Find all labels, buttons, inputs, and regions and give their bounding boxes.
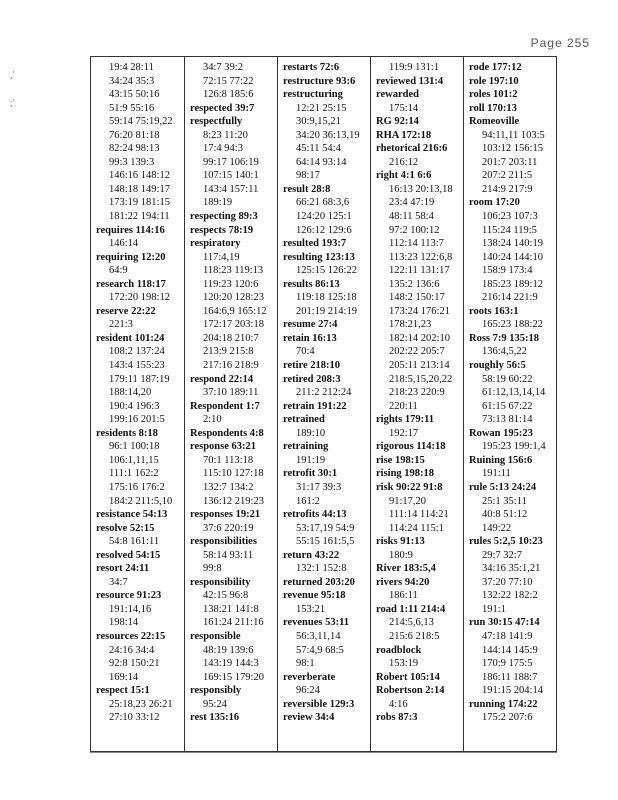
index-locator: 58:19 60:22 [482,373,533,385]
index-locator: 118:23 119:13 [203,265,264,277]
index-entry: rise 198:15 [376,454,425,466]
index-locator: 92:8 150:21 [109,658,160,670]
index-locator: 148:18 149:17 [109,183,170,195]
index-entry: retain 16:13 [283,332,337,344]
index-entry: resort 24:11 [96,563,150,575]
index-locator: 106:1,11,15 [109,454,159,466]
index-locator: 198:14 [109,617,139,629]
index-locator: 191:19 [296,454,326,466]
index-locator: 190:4 196:3 [109,400,160,412]
index-locator: 136:12 219:23 [203,495,264,507]
index-locator: 126:8 185:6 [203,89,254,101]
index-locator: 2:10 [203,414,222,426]
index-locator: 99:3 139:3 [109,156,155,168]
index-locator: 96:1 100:18 [109,441,160,453]
index-locator: 213:9 215:8 [203,346,254,358]
index-locator: 153:21 [296,603,326,615]
index-locator: 113:23 122:6,8 [389,251,453,263]
index-locator: 29:7 32:7 [482,549,522,561]
index-locator: 37:6 220:19 [203,522,254,534]
index-locator: 189:19 [203,197,233,209]
index-entry: roadblock [376,644,422,656]
index-locator: 37:10 189:11 [203,387,259,399]
index-locator: 172:20 198:12 [109,292,170,304]
index-locator: 169:15 179:20 [203,671,264,683]
index-locator: 153:19 [389,658,419,670]
index-locator: 148:2 150:17 [389,292,445,304]
index-locator: 98:17 [296,170,320,182]
index-locator: 188:14,20 [109,387,152,399]
index-entry: resolved 54:15 [96,549,161,561]
index-locator: 178:21,23 [389,319,432,331]
index-locator: 214:5,6,13 [389,617,434,629]
index-entry: retrofit 30:1 [283,468,338,480]
index-locator: 161:24 211:16 [203,617,264,629]
index-locator: 111:1 162:2 [109,468,159,480]
index-locator: 54:8 161:11 [109,536,160,548]
index-entry: return 43:22 [283,549,340,561]
index-locator: 99:17 106:19 [203,156,259,168]
index-locator: 66:21 68:3,6 [296,197,350,209]
index-entry: roll 170:13 [469,102,517,114]
index-entry: roughly 56:5 [469,360,526,372]
index-locator: 214:9 217:9 [482,183,533,195]
index-locator: 140:24 144:10 [482,251,543,263]
index-entry: respected 39:7 [190,102,255,114]
index-locator: 4:16 [389,698,408,710]
index-entry: respectfully [190,116,243,128]
index-locator: 96:24 [296,685,320,697]
index-locator: 175:16 176:2 [109,481,165,493]
index-locator: 95:24 [203,698,227,710]
index-locator: 70:4 [296,346,315,358]
index-column-2 [184,57,278,751]
index-locator: 192:17 [389,427,419,439]
index-locator: 122:11 131:17 [389,265,450,277]
index-entry: restructure 93:6 [283,75,356,87]
index-entry: right 4:1 6:6 [376,170,432,182]
index-locator: 103:12 156:15 [482,143,543,155]
index-entry: running 174:22 [469,698,538,710]
index-locator: 70:1 113:18 [203,454,254,466]
index-locator: 73:13 81:14 [482,414,533,426]
index-locator: 216:14 221:9 [482,292,538,304]
index-locator: 107:15 140:1 [203,170,259,182]
index-entry: roles 101:2 [469,89,518,101]
index-locator: 98:1 [296,658,315,670]
index-locator: 172:17 203:18 [203,319,264,331]
index-locator: 217:16 218:9 [203,360,259,372]
index-entry: RG 92:14 [376,116,419,128]
index-entry: Ross 7:9 135:18 [469,332,539,344]
index-locator: 132:7 134:2 [203,481,254,493]
index-locator: 94:11,11 103:5 [482,129,545,141]
index-locator: 138:24 140:19 [482,238,543,250]
index-locator: 61:12,13,14,14 [482,387,546,399]
index-locator: 186:11 188:7 [482,671,538,683]
index-locator: 115:10 127:18 [203,468,264,480]
index-locator: 182:14 202:10 [389,332,450,344]
index-entry: resolve 52:15 [96,522,155,534]
index-locator: 27:10 33:12 [109,712,160,724]
index-locator: 191:11 [482,468,511,480]
index-entry: responses 19:21 [190,509,261,521]
index-locator: 59:14 75:19,22 [109,116,173,128]
index-column-5 [463,57,557,751]
index-entry: rising 198:18 [376,468,435,480]
index-locator: 205:11 213:14 [389,360,450,372]
index-entry: road 1:11 214:4 [376,603,446,615]
index-entry: rivers 94:20 [376,576,430,588]
index-locator: 221:3 [109,319,133,331]
index-locator: 195:23 199:1,4 [482,441,546,453]
index-entry: restarts 72:6 [283,62,340,73]
index-entry: resulting 123:13 [283,251,355,263]
index-locator: 57:4,9 68:5 [296,644,344,656]
index-locator: 218:23 220:9 [389,387,445,399]
index-locator: 108:2 137:24 [109,346,165,358]
index-locator: 34:20 36:13,19 [296,129,360,141]
index-locator: 115:24 119:5 [482,224,537,236]
index-entry: risks 91:13 [376,536,425,548]
index-locator: 169:14 [109,671,139,683]
index-locator: 8:23 11:20 [203,129,248,141]
index-entry: rode 177:12 [469,62,522,73]
index-locator: 106:23 107:3 [482,211,538,223]
index-entry: requiring 12:20 [96,251,166,263]
index-locator: 34:24 35:3 [109,75,155,87]
index-locator: 40:8 51:12 [482,509,528,521]
index-entry: respiratory [190,238,241,250]
index-locator: 132:1 152:8 [296,563,347,575]
index-entry: resume 27:4 [283,319,338,331]
index-locator: 45:11 54:4 [296,143,341,155]
index-locator: 201:19 214:19 [296,305,357,317]
index-locator: 91:17,20 [389,495,427,507]
index-locator: 61:15 67:22 [482,400,533,412]
index-locator: 34:16 35:1,21 [482,563,541,575]
index-locator: 175:14 [389,102,419,114]
index-locator: 189:10 [296,427,326,439]
index-locator: 191:1 [482,603,506,615]
index-entry: robs 87:3 [376,712,418,724]
index-column-1 [91,57,184,751]
index-locator: 173:19 181:15 [109,197,170,209]
index-locator: 204:18 210:7 [203,332,259,344]
index-entry: resource 91:23 [96,590,162,602]
index-locator: 120:20 128:23 [203,292,264,304]
index-column-3 [277,57,371,751]
index-entry: resources 22:15 [96,630,166,642]
index-entry: retrain 191:22 [283,400,347,412]
index-locator: 43:15 50:16 [109,89,160,101]
index-locator: 191:15 204:14 [482,685,543,697]
index-entry: respond 22:14 [190,373,254,385]
index-entry: revenues 53:11 [283,617,350,629]
index-entry: research 118:17 [96,278,166,290]
index-locator: 170:9 175:5 [482,658,533,670]
index-locator: 82:24 98:13 [109,143,160,155]
index-locator: 184:2 211:5,10 [109,495,173,507]
index-entry: retrofits 44:13 [283,509,347,521]
index-entry: role 197:10 [469,75,519,87]
index-entry: rights 179:11 [376,414,435,426]
index-column-4 [370,57,464,751]
index-entry: resulted 193:7 [283,238,347,250]
index-locator: 25:1 35:11 [482,495,527,507]
index-locator: 97:2 100:12 [389,224,440,236]
index-entry: reverberate [283,671,336,683]
index-locator: 181:22 194:11 [109,211,170,223]
index-locator: 37:20 77:10 [482,576,533,588]
index-entry: rules 5:2,5 10:23 [469,536,543,548]
index-locator: 199:16 201:5 [109,414,165,426]
index-locator: 48:19 139:6 [203,644,254,656]
index-locator: 47:18 141:9 [482,630,533,642]
index-locator: 144:14 145:9 [482,644,538,656]
index-locator: 216:12 [389,156,419,168]
index-entry: retired 208:3 [283,373,341,385]
index-entry: revenue 95:18 [283,590,346,602]
index-entry: Respondents 4:8 [190,427,264,439]
index-entry: reversible 129:3 [283,698,355,710]
index-locator: 146:16 148:12 [109,170,170,182]
index-entry: rewarded [376,89,419,101]
index-entry: River 183:5,4 [376,563,436,575]
index-entry: retrained [283,414,325,426]
index-entry: Respondent 1:7 [190,400,260,412]
index-locator: 111:14 114:21 [389,509,449,521]
index-locator: 175:2 207:6 [482,712,533,724]
index-entry: response 63:21 [190,441,257,453]
index-entry: returned 203:20 [283,576,355,588]
index-entry: results 86:13 [283,278,340,290]
index-entry: rest 135:16 [190,712,240,724]
index-entry: respects 78:19 [190,224,254,236]
index-locator: 48:11 58:4 [389,211,434,223]
index-entry: reserve 22:22 [96,305,156,317]
index-entry: responsibly [190,685,242,697]
index-entry: responsibility [190,576,251,588]
index-locator: 165:23 188:22 [482,319,543,331]
index-locator: 161:2 [296,495,320,507]
index-entry: rigorous 114:18 [376,441,446,453]
index-entry: room 17:20 [469,197,520,209]
index-locator: 143:4 157:11 [203,183,259,195]
index-locator: 119:18 125:18 [296,292,357,304]
index-locator: 117:4,19 [203,251,240,263]
index-entry: roots 163:1 [469,305,519,317]
index-entry: Rowan 195:23 [469,427,533,439]
index-locator: 185:23 189:12 [482,278,543,290]
index-locator: 56:3,11,14 [296,630,341,642]
index-locator: 158:9 173:4 [482,265,533,277]
index-locator: 119:9 131:1 [389,62,440,73]
index-entry: respect 15:1 [96,685,150,697]
index-locator: 34:7 39:2 [203,62,243,73]
index-entry: retraining [283,441,329,453]
index-locator: 146:14 [109,238,139,250]
index-entry: requires 114:16 [96,224,165,236]
index-locator: 42:15 96:8 [203,590,249,602]
index-locator: 211:2 212:24 [296,387,352,399]
index-locator: 125:15 126:22 [296,265,357,277]
index-entry: risk 90:22 91:8 [376,481,443,493]
index-entry: rhetorical 216:6 [376,143,448,155]
index-locator: 164:6,9 165:12 [203,305,267,317]
index-locator: 124:20 125:1 [296,211,352,223]
index-locator: 173:24 176:21 [389,305,450,317]
index-locator: 138:21 141:8 [203,603,259,615]
index-entry: responsibilities [190,536,257,548]
page-number: Page 255 [530,36,590,50]
index-locator: 51:9 55:16 [109,102,155,114]
index-locator: 114:24 115:1 [389,522,444,534]
index-entry: resistance 54:13 [96,509,168,521]
index-entry: review 34:4 [283,712,335,724]
index-entry: residents 8:18 [96,427,158,439]
index-locator: 149:22 [482,522,512,534]
index-entry: result 28:8 [283,183,331,195]
index-entry: respecting 89:3 [190,211,258,223]
index-locator: 58:14 93:11 [203,549,254,561]
index-locator: 207:2 211:5 [482,170,533,182]
index-entry: Robert 105:14 [376,671,440,683]
index-entry: retire 218:10 [283,360,341,372]
index-locator: 64:9 [109,265,128,277]
index-locator: 17:4 94:3 [203,143,243,155]
index-entry: Ruining 156:6 [469,454,533,466]
index-locator: 55:15 161:5,5 [296,536,355,548]
index-locator: 218:5,15,20,22 [389,373,453,385]
index-locator: 112:14 113:7 [389,238,444,250]
index-locator: 64:14 93:14 [296,156,347,168]
index-locator: 202:22 205:7 [389,346,445,358]
index-locator: 180:9 [389,549,413,561]
index-locator: 30:9,15,21 [296,116,341,128]
index-entry: resident 101:24 [96,332,165,344]
index-locator: 34:7 [109,576,128,588]
index-locator: 186:11 [389,590,418,602]
index-locator: 136:4,5,22 [482,346,527,358]
index-locator: 12:21 25:15 [296,102,347,114]
index-locator: 143:19 144:3 [203,658,259,670]
index-entry: Robertson 2:14 [376,685,445,697]
index-locator: 215:6 218:5 [389,630,440,642]
index-locator: 31:17 39:3 [296,481,342,493]
index-locator: 135:2 136:6 [389,278,440,290]
index-table [90,56,557,752]
index-locator: 191:14,16 [109,603,152,615]
index-locator: 76:20 81:18 [109,129,160,141]
index-locator: 19:4 28:11 [109,62,154,73]
index-entry: run 30:15 47:14 [469,617,540,629]
index-locator: 25:18,23 26:21 [109,698,173,710]
index-entry: Romeoville [469,116,520,128]
index-locator: 99:8 [203,563,222,575]
bottom-rule [90,752,557,753]
index-locator: 132:22 182:2 [482,590,538,602]
index-locator: 119:23 120:6 [203,278,259,290]
margin-mark: ,' [10,70,15,81]
index-locator: 72:15 77:22 [203,75,254,87]
index-entry: reviewed 131:4 [376,75,444,87]
index-locator: 24:16 34:4 [109,644,155,656]
index-entry: RHA 172:18 [376,129,432,141]
index-locator: 16:13 20:13,18 [389,183,453,195]
index-entry: rule 5:13 24:24 [469,481,537,493]
index-entry: responsible [190,630,241,642]
index-locator: 23:4 47:19 [389,197,435,209]
index-locator: 220:11 [389,400,418,412]
index-entry: restructuring [283,89,343,101]
index-locator: 53:17,19 54:9 [296,522,355,534]
index-locator: 143:4 155:23 [109,360,165,372]
index-locator: 201:7 203:11 [482,156,538,168]
index-locator: 179:11 187:19 [109,373,170,385]
index-locator: 126:12 129:6 [296,224,352,236]
margin-mark: ;' [10,98,15,109]
